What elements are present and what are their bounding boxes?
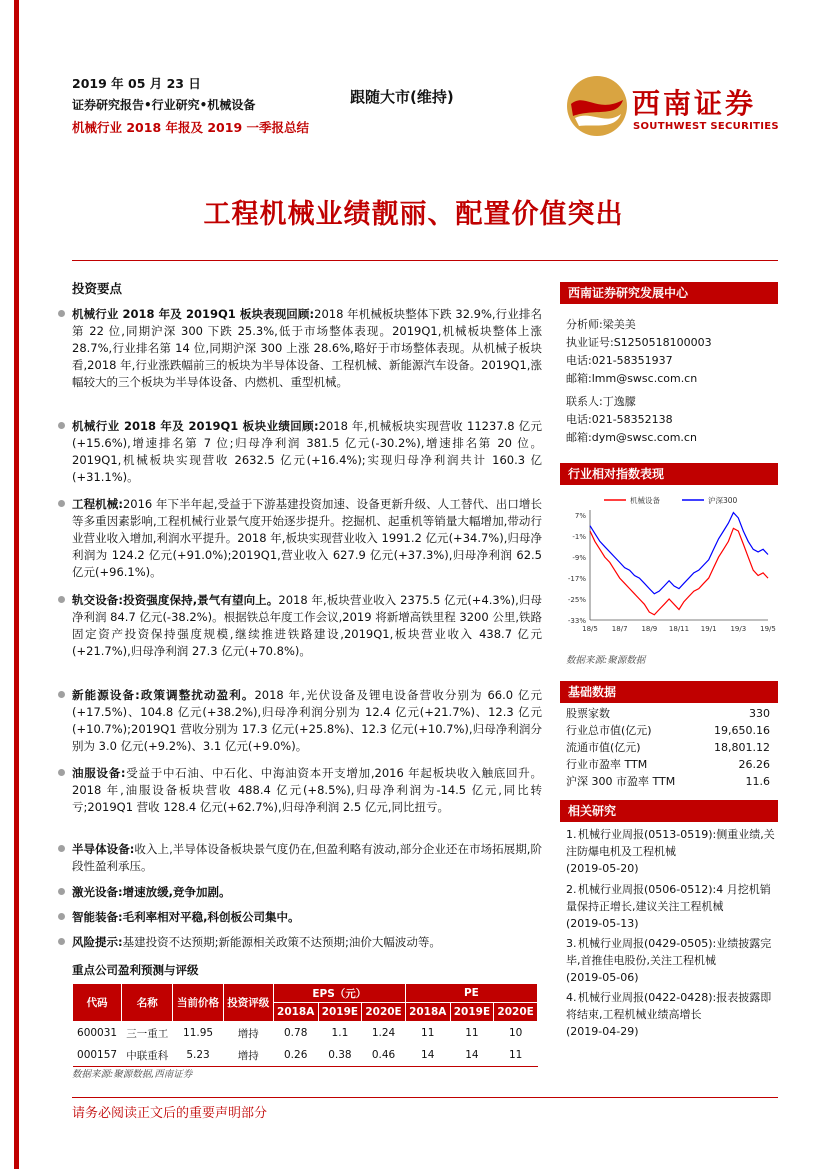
point-8 [72, 884, 542, 901]
point-2 [72, 418, 542, 486]
contact-phone: 电话:021-58352138 [566, 413, 673, 426]
point-1-lead: 机械行业 2018 年及 2019Q1 板块表现回顾: [72, 307, 315, 321]
point-7-lead: 半导体设备: [72, 842, 135, 856]
col-year: 2018A [273, 1003, 318, 1022]
point-2-text: 2018 年,机械板块实现营收 11237.8 亿元(+15.6%),增速排名第 7 位;归母净利润 381.5 亿元(-30.2%),增速排名第 20 位。2019Q1,机械板块实现营收 2632.5 亿元(+16.4%);实现归母净利润共计 160.3 亿(+31.1%)。 [72, 419, 543, 484]
col-year: 2018A [405, 1003, 450, 1022]
related-item[interactable]: 4. 机械行业周报(0422-0428):报表披露即将结束,工程机械业绩高增长 (2019-04-29) [566, 991, 772, 1038]
bullet-icon [58, 938, 65, 945]
basic-row-stock-count: 股票家数 330 [566, 707, 770, 720]
footer-divider [72, 1097, 778, 1098]
point-6 [72, 765, 542, 816]
left-accent-bar [14, 0, 19, 1169]
title-divider [72, 260, 778, 261]
related-item[interactable]: 3. 机械行业周报(0429-0505):业绩披露完毕,首推佳电股份,关注工程机械 (2019-05-06) [566, 937, 772, 984]
bullet-icon [58, 691, 65, 698]
bullet-icon [58, 888, 65, 895]
y-tick-label: -25% [567, 596, 586, 605]
col-code: 代码 [73, 984, 122, 1022]
bullet-icon [58, 310, 65, 317]
point-3 [72, 496, 542, 581]
x-tick-label: 19/1 [700, 625, 717, 633]
analyst-name: 分析师:梁美美 [566, 318, 636, 331]
col-year: 2020E [494, 1003, 538, 1022]
chart-source: 数据来源:聚源数据 [566, 655, 646, 666]
col-pe: PE [405, 984, 537, 1003]
x-tick-label: 19/3 [730, 625, 747, 633]
bullet-icon [58, 422, 65, 429]
logo-name: 西南证券 [632, 87, 757, 120]
point-10 [72, 934, 542, 951]
x-tick-label: 18/5 [582, 625, 598, 633]
y-tick-label: -1% [572, 533, 586, 542]
chart-header: 行业相对指数表现 [560, 463, 778, 485]
logo-english: SOUTHWEST SECURITIES [633, 121, 779, 132]
series-line [590, 513, 768, 594]
bullet-icon [58, 500, 65, 507]
point-7 [72, 841, 542, 875]
basic-row-industry-pe: 行业市盈率 TTM 26.26 [566, 758, 770, 771]
legend-label: 沪深300 [708, 496, 738, 505]
report-subtitle: 机械行业 2018 年报及 2019 一季报总结 [72, 120, 309, 135]
basic-data-header: 基础数据 [560, 681, 778, 703]
point-5-text: 2018 年,光伏设备及锂电设备营收分别为 66.0 亿元(+17.5%)、104.8 亿元(+38.2%),归母净利润分别为 12.4 亿元(+21.7%)、12.3 亿元(+10.7%);2019Q1 营收分别为 17.3 亿元(+25.8%)、12.3 亿元(+10.7%),归母净利润分别为 3.0 亿元(+9.2%)、3.1 亿元(+9.0%)。 [72, 688, 542, 753]
point-4 [72, 592, 542, 660]
bullet-icon [58, 913, 65, 920]
col-rating: 投资评级 [223, 984, 273, 1022]
point-4-lead: 轨交设备:投资强度保持,景气有望向上。 [72, 593, 279, 607]
basic-row-float-cap: 流通市值(亿元) 18,801.12 [566, 741, 770, 754]
related-item[interactable]: 1. 机械行业周报(0513-0519):侧重业绩,关注防爆电机及工程机械 (2019-05-20) [566, 828, 775, 875]
point-1 [72, 306, 542, 391]
point-7-text: 收入上,半导体设备板块景气度仍在,但盈利略有波动,部分企业还在市场拓展期,阶段性盈利承压。 [72, 842, 542, 873]
point-6-text: 受益于中石油、中石化、中海油资本开支增加,2016 年起板块收入触底回升。2018 年,油服设备板块营收 488.4 亿元(+8.5%),归母净利润为-14.5 亿元,同比转亏;2019Q1 营收 128.4 亿元(+62.7%),归母净利润 2.5 亿元,同比扭亏。 [72, 766, 542, 814]
rating: 跟随大市(维持) [350, 88, 454, 106]
report-type: 证券研究报告•行业研究•机械设备 [72, 98, 256, 112]
y-tick-label: -17% [567, 575, 586, 584]
point-3-text: 2016 年下半年起,受益于下游基建投资加速、设备更新升级、人工替代、出口增长等多重因素影响,工程机械行业景气度开始逐步提升。挖掘机、起重机等销量大幅增加,带动行业营业收入增加,利润水平提升。2018 年,板块实现营业收入 1991.2 亿元(+34.7%),归母净利润为 124.2 亿元(+91.0%);2019Q1,营业收入 627.9 亿元(+37.3%),归母净利润 62.5 亿元(+96.1%)。 [72, 497, 542, 579]
point-5-lead: 新能源设备:政策调整扰动盈利。 [72, 688, 255, 702]
y-tick-label: -33% [567, 617, 586, 625]
col-eps: EPS（元） [273, 984, 405, 1003]
col-price: 当前价格 [173, 984, 223, 1022]
analyst-phone: 电话:021-58351937 [566, 354, 673, 367]
related-research-header: 相关研究 [560, 800, 778, 822]
point-2-lead: 机械行业 2018 年及 2019Q1 板块业绩回顾: [72, 419, 319, 433]
analyst-email[interactable]: 邮箱:lmm@swsc.com.cn [566, 372, 698, 385]
point-8-lead: 激光设备:增速放缓,竞争加剧。 [72, 885, 231, 899]
point-1-text: 2018 年机械板块整体下跌 32.9%,行业排名第 22 位,同期沪深 300 下跌 25.3%,低于市场整体表现。2019Q1,机械板块整体上涨 28.7%,行业排名第 14 位,同期沪深 300 上涨 28.6%,略好于市场整体表现。从机械子板块看,2018 年,行业涨跌幅前三的板块为半导体设备、工程机械、新能源汽车设备。2019Q1,涨幅较大的三个板块为半导体设备、内燃机、重型机械。 [72, 307, 542, 389]
point-10-text: 基建投资不达预期;新能源相关政策不达预期;油价大幅波动等。 [122, 935, 441, 949]
related-item[interactable]: 2. 机械行业周报(0506-0512):4 月挖机销量保持正增长,建议关注工程机械 (2019-05-13) [566, 883, 771, 930]
point-6-lead: 油服设备: [72, 766, 126, 780]
bullet-icon [58, 845, 65, 852]
contact-name: 联系人:丁逸朦 [566, 395, 636, 408]
bullet-icon [58, 596, 65, 603]
logo-icon [565, 74, 629, 138]
point-3-lead: 工程机械: [72, 497, 123, 511]
section-heading: 投资要点 [72, 281, 123, 296]
forecast-table [72, 983, 538, 1067]
x-tick-label: 18/11 [668, 625, 690, 633]
bullet-icon [58, 769, 65, 776]
contact-email[interactable]: 邮箱:dym@swsc.com.cn [566, 431, 697, 444]
table-title: 重点公司盈利预测与评级 [72, 963, 199, 977]
relative-index-chart [560, 492, 778, 644]
series-line [590, 528, 768, 615]
table-source: 数据来源:聚源数据,西南证券 [72, 1069, 193, 1080]
basic-row-hs300-pe: 沪深 300 市盈率 TTM 11.6 [566, 775, 770, 788]
col-year: 2019E [450, 1003, 494, 1022]
report-date: 2019 年 05 月 23 日 [72, 76, 201, 91]
col-year: 2019E [318, 1003, 362, 1022]
col-year: 2020E [362, 1003, 406, 1022]
legend-label: 机械设备 [630, 496, 660, 505]
y-tick-label: -9% [572, 554, 586, 563]
page-title: 工程机械业绩靓丽、配置价值突出 [203, 199, 624, 230]
table-row: 000157 中联重科 5.23 增持 0.26 0.38 0.46 14 14 11 [73, 1044, 538, 1067]
analyst-license: 执业证号:S1250518100003 [566, 336, 712, 349]
x-tick-label: 18/7 [611, 625, 628, 633]
point-5 [72, 687, 542, 755]
col-name: 名称 [122, 984, 173, 1022]
research-center-header: 西南证券研究发展中心 [560, 282, 778, 304]
x-tick-label: 19/5 [760, 625, 776, 633]
x-tick-label: 18/9 [641, 625, 658, 633]
footer-notice: 请务必阅读正文后的重要声明部分 [72, 1106, 268, 1121]
basic-row-total-cap: 行业总市值(亿元) 19,650.16 [566, 724, 770, 737]
table-row: 600031 三一重工 11.95 增持 0.78 1.1 1.24 11 11 10 [73, 1022, 538, 1045]
point-9 [72, 909, 542, 926]
point-9-lead: 智能装备:毛利率相对平稳,科创板公司集中。 [72, 910, 300, 924]
y-tick-label: 7% [574, 512, 586, 521]
point-4-text: 2018 年,板块营业收入 2375.5 亿元(+4.3%),归母净利润 84.7 亿元(-38.2%)。根据铁总年度工作会议,2019 将新增高铁里程 3200 公里,铁路固定资产投资保持强度规模,继续推进铁路建设,2019Q1,板块营业收入 438.7 亿元(+21.7%),归母净利润 27.3 亿元(+70.8%)。 [72, 593, 543, 658]
point-10-lead: 风险提示: [72, 935, 123, 949]
